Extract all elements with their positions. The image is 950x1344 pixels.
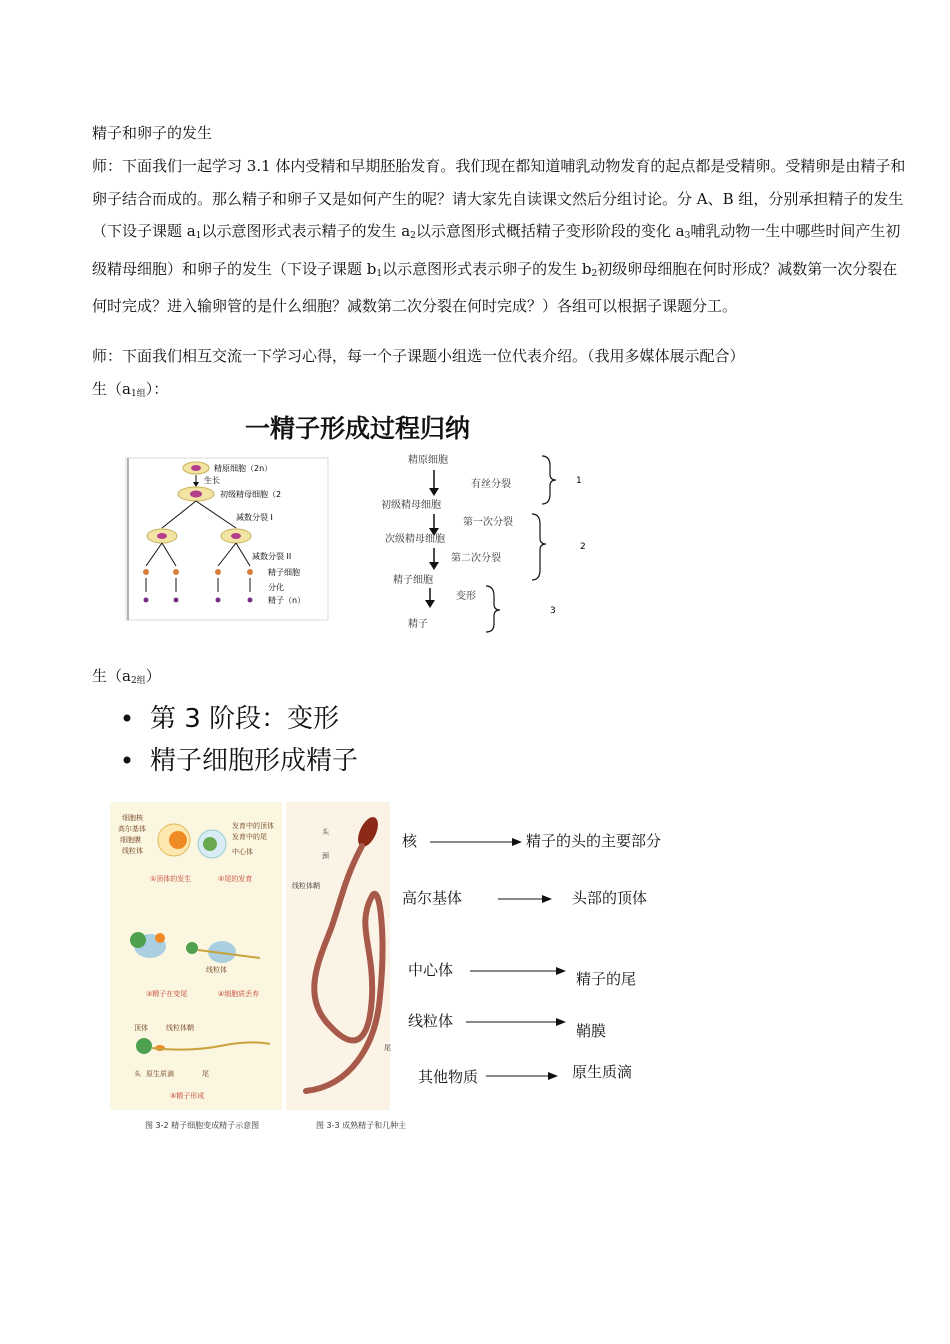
lbl-cap3: ③精子在变尾 <box>146 990 188 998</box>
spermatid-3 <box>215 569 221 575</box>
spermatogenesis-summary-figure <box>118 410 618 642</box>
label-primary: 初级精母细胞（2 <box>220 490 282 499</box>
p1-sub-5: 2 <box>591 268 598 279</box>
lbl-tail-dev: 发育中的尾 <box>232 833 267 841</box>
lbl-cap5: ⑤精子形成 <box>170 1092 205 1100</box>
lbl-tail: 尾 <box>202 1070 209 1078</box>
sperm-2 <box>174 598 179 603</box>
p1-sub-1: 1 <box>195 231 202 241</box>
lbl-membrane: 细胞膜 <box>120 836 141 844</box>
map-arrowhead-0 <box>512 838 522 846</box>
flow-mitosis: 有丝分裂 <box>471 479 511 490</box>
p2-text: 师：下面我们相互交流一下学习心得，每一个子课题小组选一位代表介绍。（我用多媒体展示配合） <box>92 347 745 365</box>
flow-sperm: 精子 <box>408 619 428 630</box>
stage4-nucleus <box>186 942 198 954</box>
mid-lbl-mid: 线粒体鞘 <box>292 882 320 890</box>
caption-b: 图 3-3 成熟精子和几种主 <box>316 1121 407 1130</box>
secondary-nucleus-1 <box>157 533 167 539</box>
mid-lbl-head: 头 <box>322 828 329 836</box>
lbl-mito-sheath: 线粒体鞘 <box>166 1024 194 1032</box>
p1-text-2: 以示意图形式表示精子的发生 a <box>201 222 411 240</box>
lbl-head: 头 <box>134 1070 141 1078</box>
bullet-2 <box>124 757 131 764</box>
caption-a: 图 3-2 精子细胞变成精子示意图 <box>145 1121 260 1130</box>
map-from-3: 线粒体 <box>408 1012 454 1030</box>
g1-post: ）： <box>145 380 169 398</box>
brace-3 <box>486 586 500 632</box>
p1-sub-3: 3 <box>684 231 691 241</box>
group-a1-label <box>92 373 912 411</box>
sperm-panel <box>286 802 390 1110</box>
paragraph-teacher-exchange <box>92 340 912 373</box>
lbl-acrosome: 顶体 <box>134 1024 148 1032</box>
p1-text-3: 以示意图形式概括精子变形阶段的变化 a <box>415 222 685 240</box>
stage2-nucleus <box>203 837 217 851</box>
flow-num-1: 1 <box>576 476 582 486</box>
lbl-mito2: 线粒体 <box>206 966 227 974</box>
sperm-4 <box>248 598 253 603</box>
stage1-nucleus <box>169 831 187 849</box>
lbl-mito: 线粒体 <box>122 847 143 855</box>
bullet-text-1: 第 3 阶段：变形 <box>150 704 340 734</box>
flow-primary: 初级精母细胞 <box>381 500 441 511</box>
map-to-4: 原生质滴 <box>572 1063 633 1081</box>
group-a2-label <box>92 660 912 698</box>
sperm-3 <box>216 598 221 603</box>
fig1-flow <box>381 453 513 630</box>
paragraph-teacher-intro <box>92 150 912 323</box>
brace-2 <box>532 514 546 580</box>
stage3-nucleus <box>130 932 146 948</box>
map-arrowhead-2 <box>556 967 566 975</box>
p1-text-5: 以示意图形式表示卵子的发生 b <box>382 259 592 278</box>
mapping-list <box>402 832 661 1086</box>
lbl-acro-dev: 发育中的顶体 <box>232 822 274 830</box>
map-arrowhead-3 <box>556 1018 566 1026</box>
section-heading <box>92 117 912 150</box>
map-to-2: 精子的尾 <box>576 970 637 988</box>
g2-post: ） <box>145 667 161 685</box>
lbl-droplet: 原生质滴 <box>146 1070 174 1078</box>
flow-secondary: 次级精母细胞 <box>385 534 445 545</box>
p1-text-4: 哺乳动物一生中哪些时间产生初级精母细胞）和卵子的发生（下设子课题 b <box>92 222 901 278</box>
map-to-0: 精子的头的主要部分 <box>526 832 662 850</box>
label-meiosis1: 减数分裂 I <box>236 513 273 522</box>
flow-arrowhead-4 <box>425 600 435 608</box>
flow-spermatogonia: 精原细胞 <box>408 455 448 466</box>
stage5-head <box>136 1038 152 1054</box>
g2-sub: 2组 <box>130 676 146 686</box>
g1-pre: 生（a <box>92 380 131 398</box>
flow-transform: 变形 <box>456 591 476 602</box>
map-from-2: 中心体 <box>408 961 454 979</box>
primary-nucleus <box>190 491 202 498</box>
spermatogonia-nucleus <box>191 465 201 471</box>
map-from-0: 核 <box>402 832 418 850</box>
flow-num-3: 3 <box>550 606 556 616</box>
map-to-3: 鞘膜 <box>576 1022 607 1040</box>
label-spermatid: 精子细胞 <box>268 568 300 577</box>
sperm-transformation-figure <box>110 696 710 1141</box>
p1-sub-2: 2 <box>410 231 416 241</box>
fig1-title: 一精子形成过程归纳 <box>245 414 471 443</box>
label-spermatogonia: 精原细胞（2n） <box>214 464 273 473</box>
lbl-nucleus: 细胞核 <box>122 814 143 822</box>
map-from-4: 其他物质 <box>418 1068 479 1086</box>
p1-sub-4: 1 <box>376 268 383 279</box>
flow-arrowhead-1 <box>429 488 439 496</box>
heading-text: 精子和卵子的发生 <box>92 124 213 142</box>
spermatid-4 <box>247 569 253 575</box>
mid-lbl-tail: 尾 <box>384 1044 391 1052</box>
lbl-centriole: 中心体 <box>232 848 253 856</box>
lbl-cap4: ④细胞质丢弃 <box>218 990 260 998</box>
map-arrowhead-4 <box>548 1072 558 1080</box>
label-meiosis2: 减数分裂 II <box>252 552 292 561</box>
map-arrowhead-1 <box>542 895 552 903</box>
lbl-cap1: ①顶体的发生 <box>150 875 192 883</box>
spermatid-2 <box>173 569 179 575</box>
lbl-golgi: 高尔基体 <box>118 825 146 833</box>
sperm-1 <box>144 598 149 603</box>
bullet-text-2: 精子细胞形成精子 <box>150 746 359 776</box>
brace-1 <box>542 456 556 504</box>
flow-div2: 第二次分裂 <box>451 553 501 564</box>
flow-spermatid: 精子细胞 <box>393 575 433 586</box>
label-growth: 生长 <box>204 476 220 485</box>
spermatid-1 <box>143 569 149 575</box>
label-sperm: 精子（n） <box>268 596 306 605</box>
stage3-acro <box>155 933 165 943</box>
g2-pre: 生（a <box>92 667 131 685</box>
secondary-nucleus-2 <box>231 533 241 539</box>
g1-sub: 1组 <box>130 389 146 399</box>
lbl-cap2: ②尾的发育 <box>218 875 253 883</box>
label-diff: 分化 <box>268 583 284 592</box>
bullet-1 <box>124 715 131 722</box>
map-to-1: 头部的顶体 <box>572 889 648 907</box>
p1-text-6: 初级卵母细胞在何时形成？减数第一次分裂在何时完成？进入输卵管的是什么细胞？减数第二次分裂在何时完成？）各组可以根据子课题分工。 <box>92 259 898 315</box>
p1-text-1: 师：下面我们一起学习 3.1 体内受精和早期胚胎发育。我们现在都知道哺乳动物发育的起点都是受精卵。受精卵是由精子和卵子结合而成的。那么精子和卵子又是如何产生的呢？请大家先自读课文然后分组讨论。分 A、B 组，分别承担精子的发生（下设子课题 a <box>92 157 906 240</box>
flow-div1: 第一次分裂 <box>463 517 513 528</box>
mid-lbl-neck: 颈 <box>322 852 329 860</box>
map-from-1: 高尔基体 <box>402 889 463 907</box>
flow-num-2: 2 <box>580 542 586 552</box>
flow-arrowhead-3 <box>429 562 439 570</box>
